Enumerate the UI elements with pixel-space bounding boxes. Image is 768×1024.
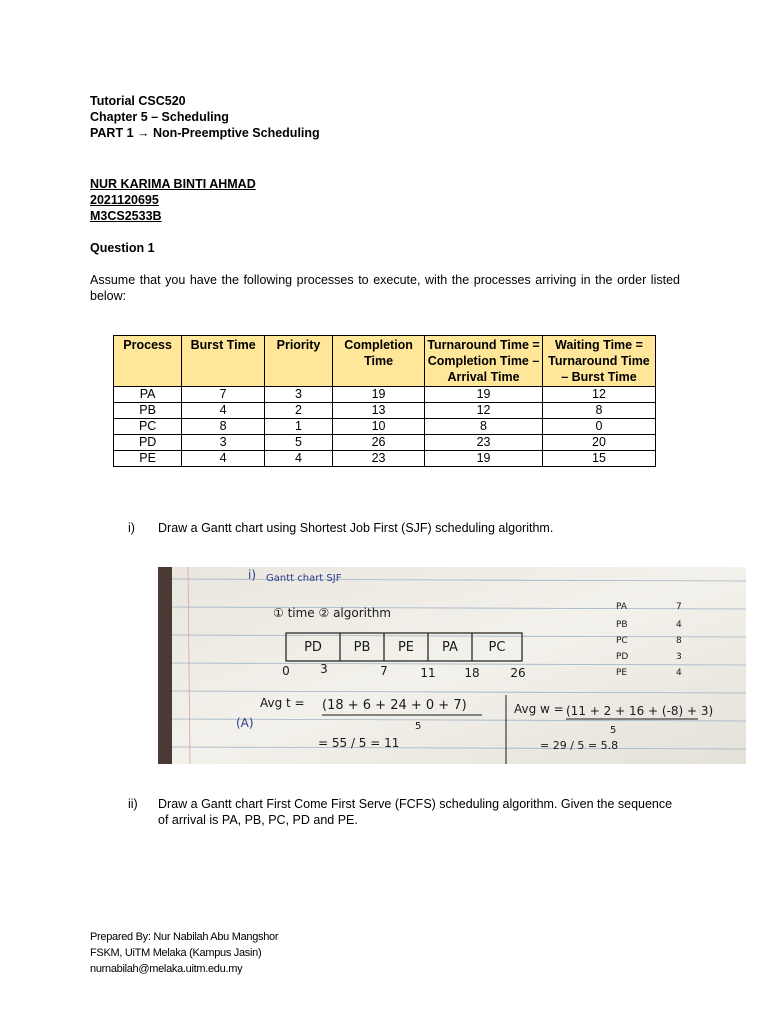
hw-heading: Gantt chart SJF: [266, 573, 342, 584]
burst-process: PE: [616, 668, 628, 678]
hw-avg-w-label: Avg w =: [514, 702, 564, 716]
table-cell: 5: [265, 435, 333, 451]
paper-background: [158, 567, 746, 764]
burst-value: 8: [676, 636, 682, 646]
col-header-process: Process: [114, 336, 182, 387]
table-cell: 20: [542, 435, 655, 451]
student-id: 2021120695: [90, 193, 159, 207]
handwritten-photo: [158, 567, 746, 764]
hw-avg-t-label: Avg t =: [260, 696, 305, 710]
col-header-completion: Completion Time: [333, 336, 425, 387]
table-cell: 19: [425, 451, 543, 467]
hw-avg-w-expr: (11 + 2 + 16 + (-8) + 3): [566, 704, 714, 718]
table-cell: 4: [182, 403, 265, 419]
table-cell: 10: [333, 419, 425, 435]
gantt-tick: 26: [510, 666, 526, 680]
footer: [90, 929, 278, 977]
burst-value: 4: [676, 668, 682, 678]
part-title: PART 1 → Non-Preemptive Scheduling: [90, 126, 320, 140]
col-header-priority: Priority: [265, 336, 333, 387]
table-row: [114, 451, 656, 467]
gantt-tick: 3: [320, 662, 328, 676]
table-cell: 8: [182, 419, 265, 435]
gantt-tick: 18: [464, 666, 480, 680]
col-header-waiting: Waiting Time = Turnaround Time – Burst Time: [542, 336, 655, 387]
table-cell: 12: [542, 387, 655, 403]
hw-avg-w-result: = 29 / 5 = 5.8: [540, 739, 619, 752]
student-info: [90, 176, 256, 224]
table-cell: PD: [114, 435, 182, 451]
table-cell: 8: [425, 419, 543, 435]
footer-email: nurnabilah@melaka.uitm.edu.my: [90, 963, 243, 975]
table-cell: 4: [265, 451, 333, 467]
notebook-photo-svg: [158, 567, 746, 764]
table-cell: 3: [182, 435, 265, 451]
table-cell: 19: [333, 387, 425, 403]
hw-steps: ① time ② algorithm: [273, 606, 391, 620]
table-cell: 13: [333, 403, 425, 419]
table-cell: 1: [265, 419, 333, 435]
burst-process: PA: [616, 602, 628, 612]
student-group: M3CS2533B: [90, 209, 162, 223]
table-row: [114, 435, 656, 451]
table-cell: 26: [333, 435, 425, 451]
table-cell: 23: [425, 435, 543, 451]
question-intro: Assume that you have the following processes to execute, with the processes arriving in the order listed below:: [90, 273, 680, 303]
table-header-row: [114, 336, 656, 387]
table-cell: 4: [182, 451, 265, 467]
gantt-block: PB: [353, 640, 371, 655]
table-row: [114, 419, 656, 435]
table-cell: 2: [265, 403, 333, 419]
burst-value: 3: [676, 652, 682, 662]
burst-process: PC: [616, 636, 628, 646]
hw-margin-mark: (A): [236, 716, 254, 730]
footer-author: Prepared By: Nur Nabilah Abu Mangshor: [90, 931, 279, 943]
document-header: [90, 93, 320, 141]
footer-institution: FSKM, UiTM Melaka (Kampus Jasin): [90, 947, 262, 959]
hw-avg-t-den: 5: [415, 721, 422, 732]
burst-value: 4: [676, 620, 682, 630]
item-number: i): [128, 521, 135, 535]
table-cell: 23: [333, 451, 425, 467]
hw-heading-num: i): [248, 568, 257, 582]
gantt-tick: 11: [420, 666, 436, 680]
item-number: ii): [128, 797, 138, 811]
gantt-block: PE: [397, 640, 415, 655]
table-cell: 15: [542, 451, 655, 467]
hw-avg-w-den: 5: [610, 725, 617, 736]
hw-avg-t-expr: (18 + 6 + 24 + 0 + 7): [322, 698, 467, 713]
table-cell: PE: [114, 451, 182, 467]
gantt-block: PC: [488, 640, 506, 655]
burst-value: 7: [676, 602, 682, 612]
process-table: [113, 335, 656, 467]
item-text: Draw a Gantt chart using Shortest Job First (SJF) scheduling algorithm.: [158, 521, 554, 535]
table-cell: PA: [114, 387, 182, 403]
table-cell: 0: [542, 419, 655, 435]
col-header-turnaround: Turnaround Time = Completion Time – Arrival Time: [425, 336, 543, 387]
course-title: Tutorial CSC520: [90, 94, 186, 108]
table-cell: 12: [425, 403, 543, 419]
table-cell: PC: [114, 419, 182, 435]
table-row: [114, 403, 656, 419]
table-row: [114, 387, 656, 403]
burst-process: PD: [616, 652, 629, 662]
table-cell: PB: [114, 403, 182, 419]
gantt-block: PA: [442, 640, 458, 655]
burst-process: PB: [616, 620, 628, 630]
table-cell: 19: [425, 387, 543, 403]
student-name: NUR KARIMA BINTI AHMAD: [90, 177, 256, 191]
photo-edge: [158, 567, 172, 764]
col-header-burst: Burst Time: [182, 336, 265, 387]
chapter-title: Chapter 5 – Scheduling: [90, 110, 229, 124]
table-cell: 8: [542, 403, 655, 419]
gantt-block: PD: [304, 640, 322, 655]
gantt-tick: 7: [380, 664, 388, 678]
table-cell: 7: [182, 387, 265, 403]
question-title: Question 1: [90, 241, 155, 255]
gantt-tick: 0: [282, 664, 290, 678]
hw-avg-t-result: = 55 / 5 = 11: [318, 736, 400, 750]
item-text: Draw a Gantt chart First Come First Serve (FCFS) scheduling algorithm. Given the sequence of arrival is PA, PB, PC, PD and PE.: [158, 797, 673, 827]
table-cell: 3: [265, 387, 333, 403]
